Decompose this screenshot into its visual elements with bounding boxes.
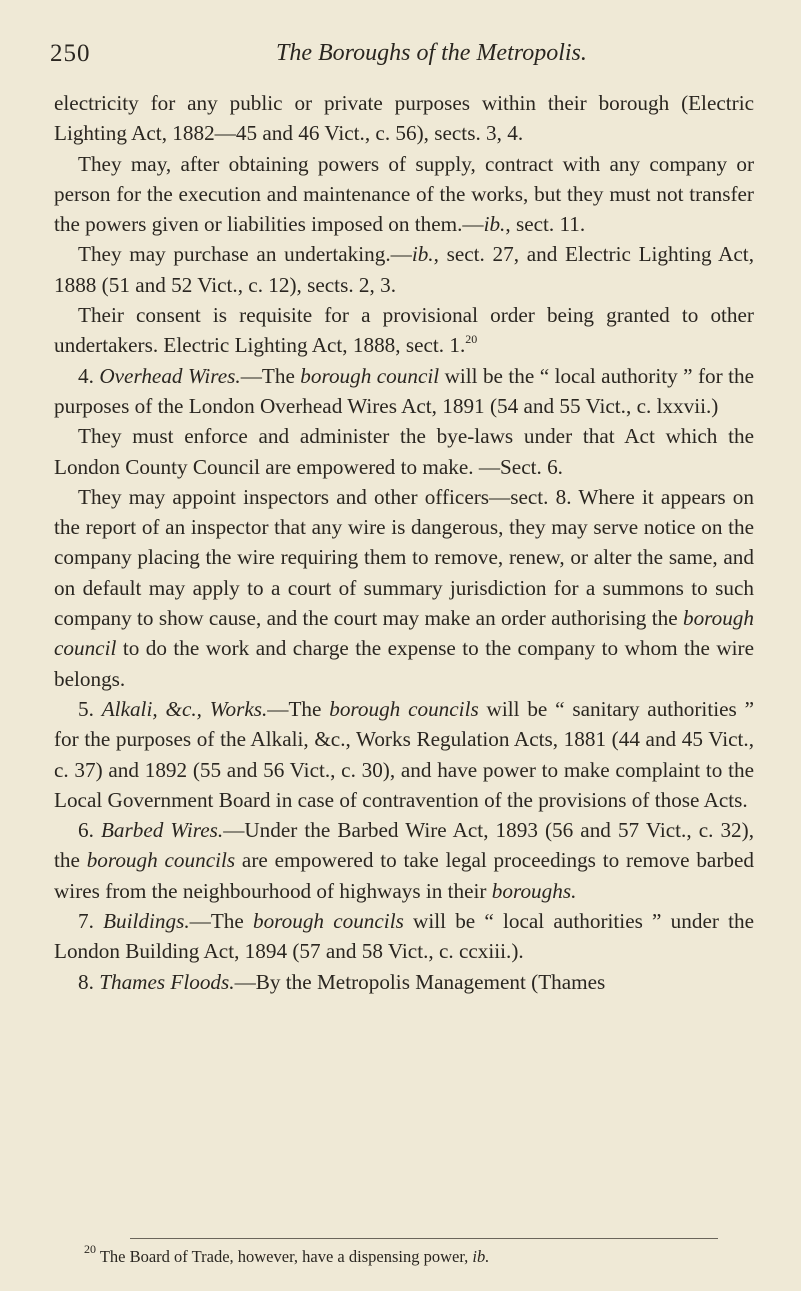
page-number: 250 bbox=[50, 40, 91, 67]
footnote-rule bbox=[130, 1238, 718, 1239]
paragraph: They must enforce and administer the bye-laws under that Act which the London County Council are empowered to make. —Sect. 6. bbox=[54, 424, 754, 479]
section-heading: Buildings. bbox=[103, 909, 190, 934]
page-header bbox=[50, 40, 750, 72]
footnote-ref: 20 bbox=[465, 332, 478, 347]
section-alkali-works: 5. Alkali, &c., Works.—The borough councils will be “ sanitary authorities ” for the purposes of the Alkali, &c., Works Regulation Acts, 1881 (44 and 45 Vict., c. 37) and 1892 (55 and 56 Vict., c. 30), and have power to make complaint to the Local Government Board in case of contravention of the provisions of those Acts. bbox=[54, 696, 754, 812]
footnote: $^{20}$ The Board of Trade, however, have a dispensing power, ib. bbox=[84, 1242, 490, 1266]
paragraph: electricity for any public or private purposes within their borough (Electric Lighting Act, 1882—45 and 46 Vict., c. 56), sects. 3, 4. bbox=[54, 91, 754, 146]
body-text bbox=[54, 88, 754, 997]
footnote-number: 20 bbox=[84, 1242, 96, 1256]
paragraph: They may purchase an undertaking.—ib., sect. 27, and Electric Lighting Act, 1888 (51 and 52 Vict., c. 12), sects. 2, 3. bbox=[54, 242, 754, 297]
paragraph: They may, after obtaining powers of supply, contract with any company or person for the execution and maintenance of the works, but they must not transfer the powers given or liabilities imposed on them.—ib., sect. 11. bbox=[54, 151, 754, 237]
section-heading: Overhead Wires. bbox=[99, 363, 241, 388]
section-barbed-wires: 6. Barbed Wires.—Under the Barbed Wire Act, 1893 (56 and 57 Vict., c. 32), the borough councils are empowered to take legal proceedings to remove barbed wires from the neighbourhood of highways in their boroughs. bbox=[54, 818, 755, 903]
section-heading: Thames Floods. bbox=[99, 969, 235, 994]
section-heading: Barbed Wires. bbox=[100, 818, 224, 843]
section-thames-floods: 8. Thames Floods.—By the Metropolis Management (Thames bbox=[78, 969, 606, 994]
section-heading: Alkali, &c., Works. bbox=[101, 696, 268, 721]
section-buildings: 7. Buildings.—The borough councils will be “ local authorities ” under the London Building Act, 1894 (57 and 58 Vict., c. ccxiii.). bbox=[54, 909, 754, 964]
section-overhead-wires: 4. Overhead Wires.—The borough council will be the “ local authority ” for the purposes of the London Overhead Wires Act, 1891 (54 and 55 Vict., c. lxxvii.) bbox=[54, 363, 754, 418]
paragraph: They may appoint inspectors and other officers—sect. 8. Where it appears on the report of an inspector that any wire is dangerous, they may serve notice on the company placing the wire requiring them to remove, renew, or alter the same, and on default may apply to a court of summary jurisdiction for a summons to such company to show cause, and the court may make an order authorising the borough council to do the work and charge the expense to the company to whom the wire belongs. bbox=[54, 484, 754, 691]
running-title: The Boroughs of the Metropolis. bbox=[276, 40, 587, 66]
paragraph: Their consent is requisite for a provisional order being granted to other undertakers. Electric Lighting Act, 1888, sect. 1.20 bbox=[54, 303, 754, 358]
